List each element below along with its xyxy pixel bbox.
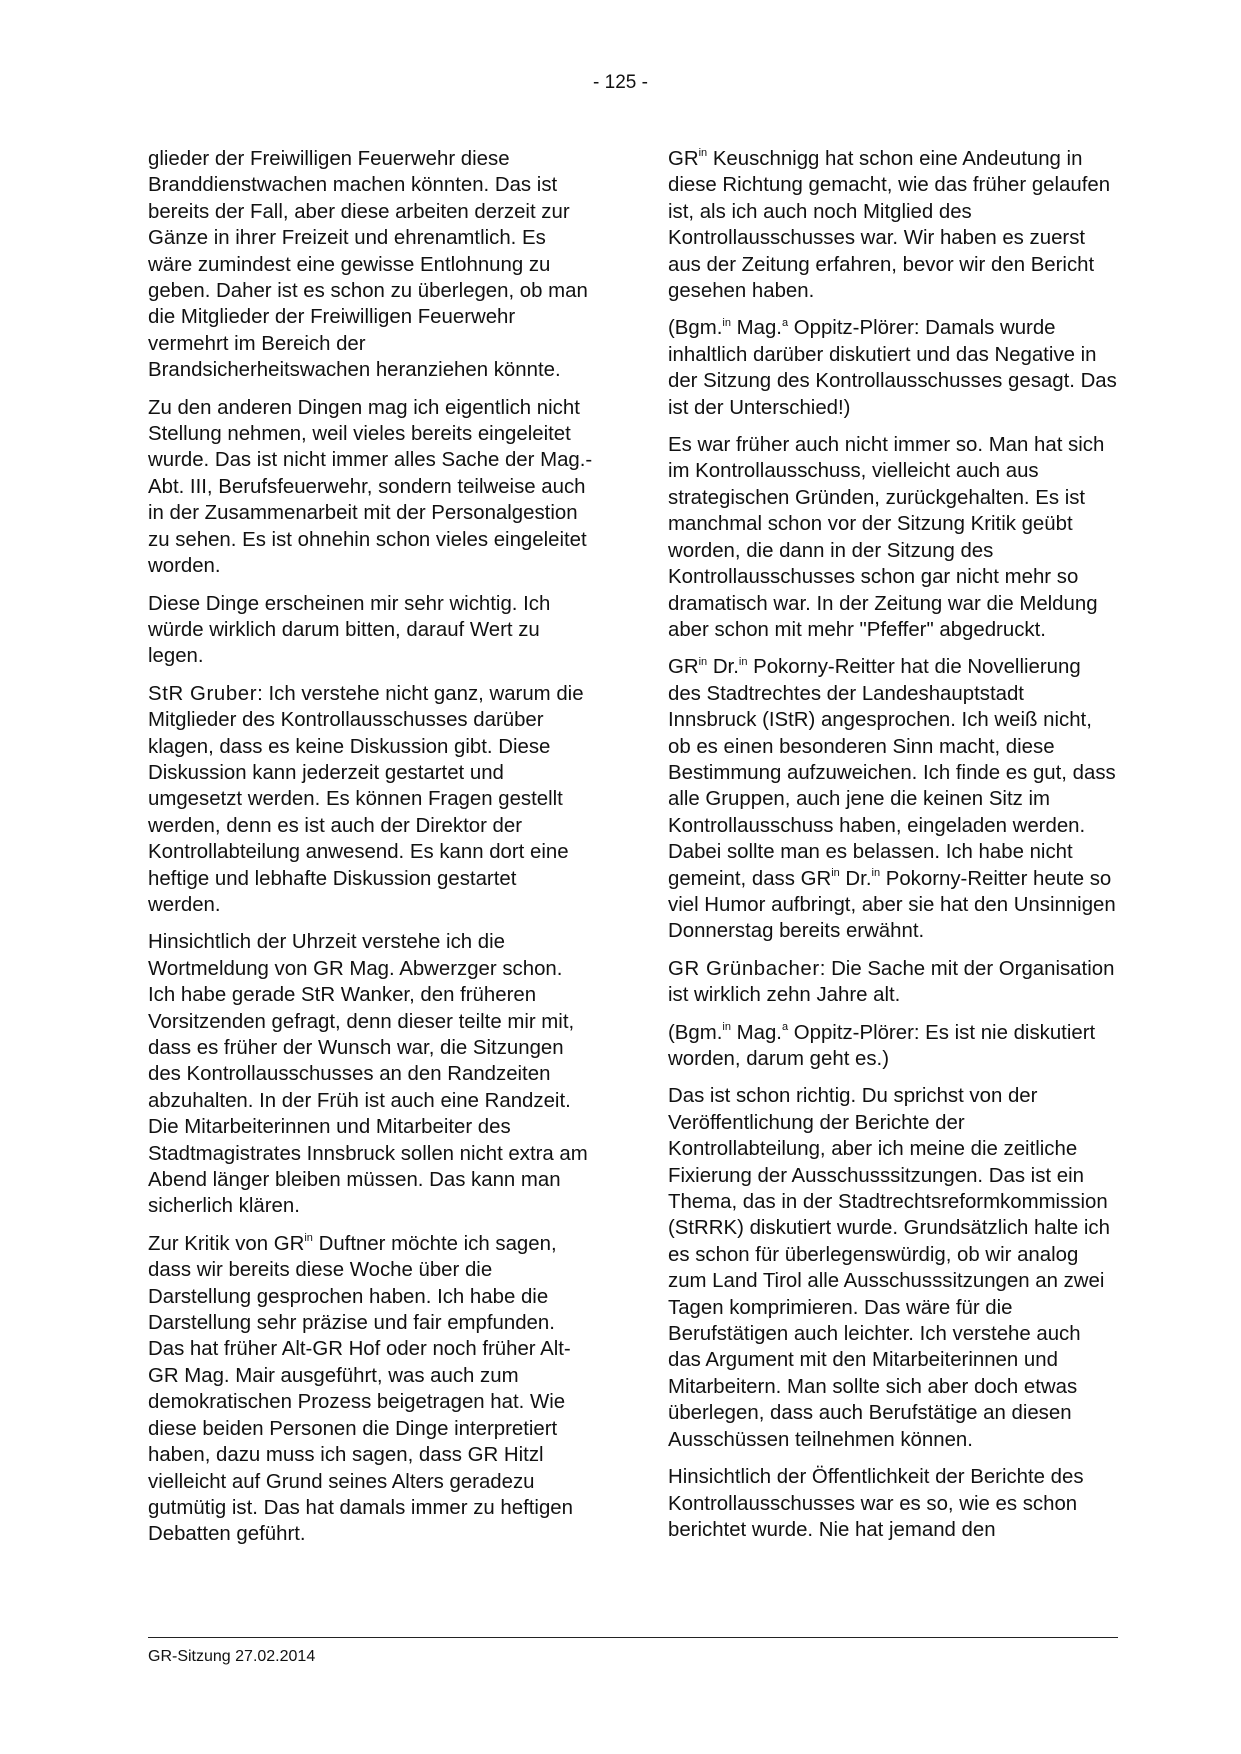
- paragraph: [148, 1231, 593, 1548]
- paragraph: [668, 315, 1118, 421]
- speaker-name: GR Grünbacher: [668, 957, 820, 980]
- paragraph-text: Dr.: [839, 867, 872, 890]
- paragraph: [668, 654, 1118, 944]
- paragraph-text: Pokorny-Reitter hat die Novellierung des Stadtrechtes der Landeshauptstadt Innsbruck (IStR) angesprochen. Ich weiß nicht, ob es einen besonderen Sinn macht, diese Bestimmung aufzuweichen. Ich finde es gut, dass alle Gruppen, auch jene die keinen Sitz im Kontrollausschuss haben, eingeladen werden. Dabei sollte man es belassen. Ich habe nicht gemeint, dass GR: [668, 656, 1116, 890]
- left-column: [148, 146, 593, 1559]
- superscript: in: [698, 147, 708, 160]
- superscript: in: [698, 655, 708, 668]
- superscript: in: [722, 1020, 731, 1033]
- footer-divider: [148, 1637, 1118, 1638]
- paragraph-text: : Ich verstehe nicht ganz, warum die Mitglieder des Kontrollausschusses darüber klagen, dass es keine Diskussion gibt. Diese Diskussion kann jederzeit gestartet und umgesetzt werden. Es können Fragen gestellt werden, denn es ist auch der Direktor der Kontrollabteilung anwesend. Es kann dort eine heftige und lebhafte Diskussion gestartet werden.: [148, 682, 584, 916]
- footer-session-date: GR-Sitzung 27.02.2014: [148, 1648, 316, 1665]
- right-column: [668, 146, 1118, 1554]
- paragraph-text: Pokorny-Reitter heute so viel Humor aufbringt, aber sie hat den Unsinnigen Donnerstag bereits erwähnt.: [668, 867, 1116, 943]
- paragraph: [668, 1020, 1118, 1073]
- paragraph: Hinsichtlich der Öffentlichkeit der Berichte des Kontrollausschusses war es so, wie es schon berichtet wurde. Nie hat jemand den: [668, 1466, 1084, 1541]
- paragraph-text: GR: [668, 148, 699, 170]
- paragraph-text: : Die Sache mit der Organisation ist wirklich zehn Jahre alt.: [668, 957, 1115, 1007]
- superscript: a: [781, 316, 789, 329]
- paragraph-text: Oppitz-Plörer: Damals wurde inhaltlich darüber diskutiert und das Negative in der Sitzung des Kontrollausschusses gesagt. Das ist der Unterschied!): [668, 317, 1117, 419]
- superscript: in: [722, 316, 731, 329]
- paragraph: Diese Dinge erscheinen mir sehr wichtig. Ich würde wirklich darum bitten, darauf Wert zu legen.: [148, 592, 551, 668]
- paragraph-text: (Bgm.: [668, 317, 723, 340]
- superscript: in: [738, 655, 748, 668]
- paragraph-text: Mag.: [730, 1021, 782, 1044]
- paragraph: [668, 956, 1118, 1009]
- paragraph: Zu den anderen Dingen mag ich eigentlich nicht Stellung nehmen, weil vieles bereits eingeleitet wurde. Das ist nicht immer alles Sache der Mag.-Abt. III, Berufsfeuerwehr, sondern teilweise auch in der Zusammenarbeit mit der Personalgestion zu sehen. Es ist ohnehin schon vieles eingeleitet worden.: [148, 396, 593, 578]
- superscript: in: [831, 866, 840, 879]
- paragraph-text: Duftner möchte ich sagen, dass wir bereits diese Woche über die Darstellung gesprochen haben. Ich habe die Darstellung sehr präzise und fair empfunden. Das hat früher Alt-GR Hof oder noch früher Alt-GR Mag. Mair ausgeführt, was auch zum demokratischen Prozess beigetragen hat. Wie diese beiden Personen die Dinge interpretiert haben, dazu muss ich sagen, dass GR Hitzl vielleicht auf Grund seines Alters geradezu gutmütig ist. Das hat damals immer zu heftigen Debatten geführt.: [148, 1232, 573, 1546]
- paragraph: Das ist schon richtig. Du sprichst von der Veröffentlichung der Berichte der Kontrollabteilung, aber ich meine die zeitliche Fixierung der Ausschusssitzungen. Das ist ein Thema, das in der Stadtrechtsreformkommission (StRRK) diskutiert wurde. Grundsätzlich halte ich es schon für überlegenswürdig, ob wir analog zum Land Tirol alle Ausschusssitzungen an zwei Tagen komprimieren. Das wäre für die Berufstätigen auch leichter. Ich verstehe auch das Argument mit den Mitarbeiterinnen und Mitarbeitern. Man sollte sich aber doch etwas überlegen, dass auch Berufstätige an diesen Ausschüssen teilnehmen können.: [668, 1085, 1110, 1451]
- speaker-name: StR Gruber: [148, 682, 258, 705]
- superscript: a: [781, 1020, 789, 1033]
- paragraph: [668, 146, 1118, 304]
- paragraph-text: Oppitz-Plörer: Es ist nie diskutiert worden, darum geht es.): [668, 1021, 1096, 1070]
- paragraph-text: Zur Kritik von GR: [148, 1232, 305, 1255]
- page-number: - 125 -: [593, 72, 648, 93]
- superscript: in: [304, 1232, 313, 1245]
- paragraph-text: Keuschnigg hat schon eine Andeutung in diese Richtung gemacht, wie das früher gelaufen ist, als ich auch noch Mitglied des Kontrollausschusses war. Wir haben es zuerst aus der Zeitung erfahren, bevor wir den Bericht gesehen haben.: [668, 148, 1111, 303]
- paragraph-text: (Bgm.: [668, 1021, 723, 1044]
- paragraph: glieder der Freiwilligen Feuerwehr diese Branddienstwachen machen könnten. Das ist bereits der Fall, aber diese arbeiten derzeit zur Gänze in ihrer Freizeit und ehrenamtlich. Es wäre zumindest eine gewisse Entlohnung zu geben. Daher ist es schon zu überlegen, ob man die Mitglieder der Freiwilligen Feuerwehr vermehrt im Bereich der Brandsicherheitswachen heranziehen könnte.: [148, 148, 588, 382]
- paragraph-text: Mag.: [730, 317, 782, 340]
- paragraph: Es war früher auch nicht immer so. Man hat sich im Kontrollausschuss, vielleicht auch aus strategischen Gründen, zurückgehalten. Es ist manchmal schon vor der Sitzung Kritik geübt worden, die dann in der Sitzung des Kontrollausschusses schon gar nicht mehr so dramatisch war. In der Zeitung war die Meldung aber schon mit mehr "Pfeffer" abgedruckt.: [668, 434, 1105, 641]
- paragraph-text: Dr.: [707, 656, 739, 679]
- superscript: in: [871, 866, 881, 879]
- paragraph: [148, 681, 593, 919]
- paragraph: Hinsichtlich der Uhrzeit verstehe ich die Wortmeldung von GR Mag. Abwerzger schon. Ich habe gerade StR Wanker, den früheren Vorsitzenden gefragt, denn dieser teilte mir mit, dass es früher der Wunsch war, die Sitzungen des Kontrollausschusses an den Randzeiten abzuhalten. In der Früh ist auch eine Randzeit. Die Mitarbeiterinnen und Mitarbeiter des Stadtmagistrates Innsbruck sollen nicht extra am Abend länger bleiben müssen. Das kann man sicherlich klären.: [148, 931, 588, 1218]
- paragraph-text: GR: [668, 656, 699, 679]
